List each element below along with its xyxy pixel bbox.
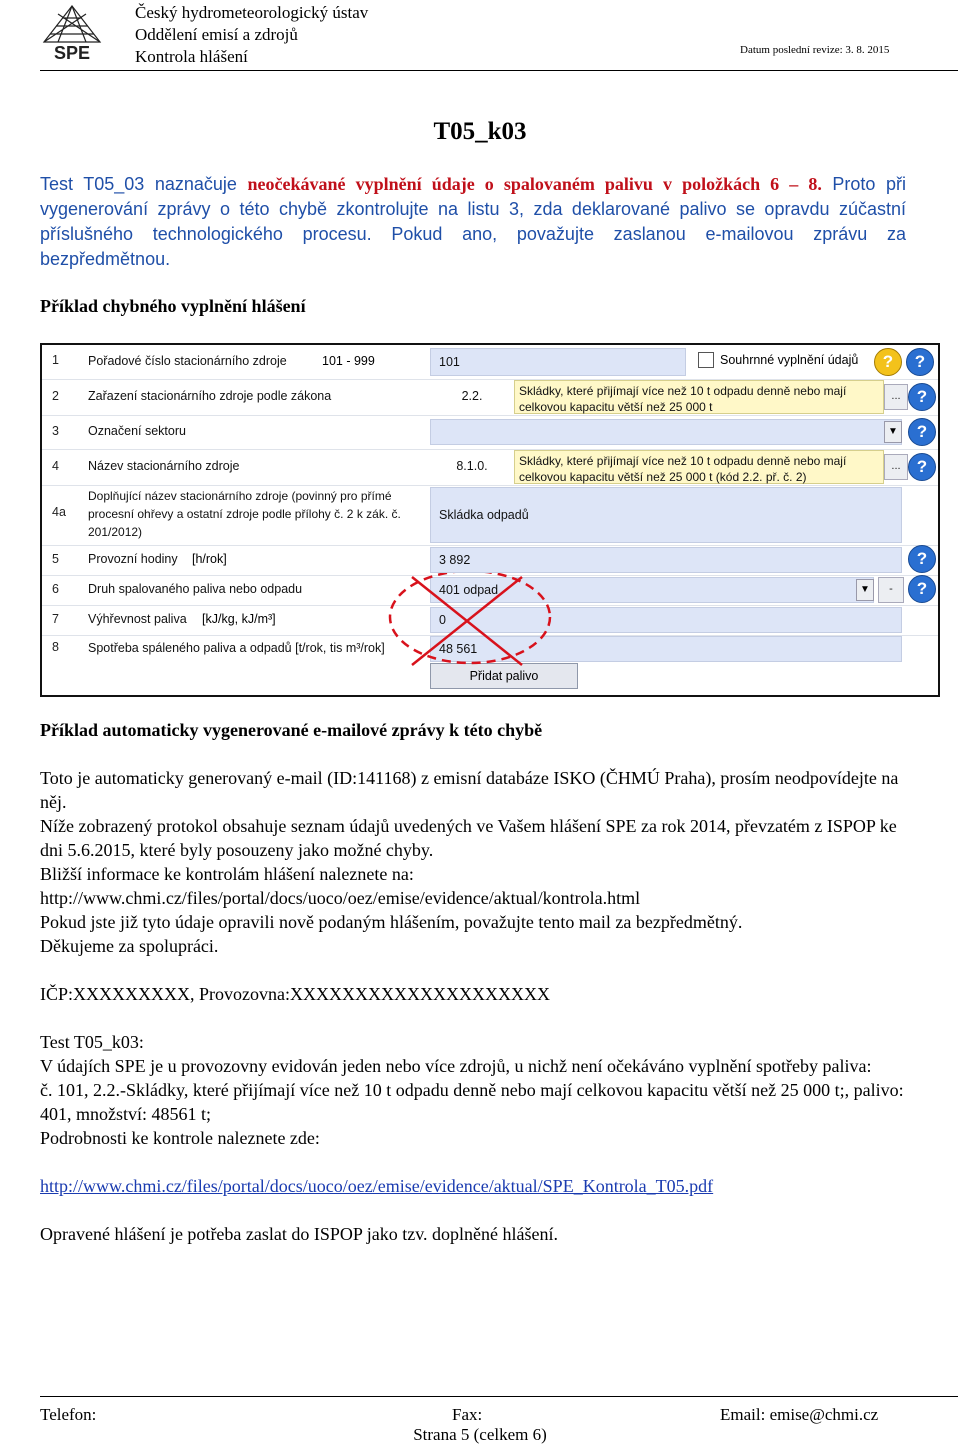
row-label: Zařazení stacionárního zdroje podle zákona xyxy=(88,389,332,403)
form-screenshot xyxy=(40,343,940,697)
intro-text-1: Test T05_03 naznačuje xyxy=(40,174,248,194)
summary-label: Souhrnné vyplnění údajů xyxy=(720,353,859,367)
help-icon[interactable]: ? xyxy=(908,453,936,481)
svg-text:SPE: SPE xyxy=(53,43,91,62)
mail-body xyxy=(40,766,920,1246)
dropdown-icon[interactable]: ▼ xyxy=(856,579,874,601)
page-number: Strana 5 (celkem 6) xyxy=(413,1425,547,1444)
mail-icp: IČP:XXXXXXXXX, Provozovna:XXXXXXXXXXXXXXXXXXXX xyxy=(40,984,550,1004)
field-operating-hours[interactable]: 3 892 xyxy=(430,547,902,573)
row-label: Druh spalovaného paliva nebo odpadu xyxy=(88,582,303,596)
row-number: 6 xyxy=(52,582,59,596)
mail-test-id: Test T05_k03: xyxy=(40,1032,144,1052)
help-icon[interactable]: ? xyxy=(908,418,936,446)
row-number: 3 xyxy=(52,424,59,438)
mail-line: Děkujeme za spolupráci. xyxy=(40,936,219,956)
code-description: Skládky, které přijímají více než 10 t odpadu denně nebo mají celkovou kapacitu větší než 25 000 t (kód 2.2. př. č. 2) xyxy=(514,450,884,484)
intro-text-2: Proto při vygenerování zprávy o této chybě zkontrolujte na listu 3, zda deklarované palivo se opravdu zúčastní příslušného technologického procesu. Pokud ano, považujte zaslanou e-mailovou zprávu za bezpředmětnou. xyxy=(40,174,907,269)
example-heading: Příklad chybného vyplnění hlášení xyxy=(40,296,306,316)
row-label: Název stacionárního zdroje xyxy=(88,459,240,473)
mail-line: Bližší informace ke kontrolám hlášení naleznete na: xyxy=(40,864,414,884)
code-description: Skládky, které přijímají více než 10 t odpadu denně nebo mají celkovou kapacitu větší než 25 000 t xyxy=(514,380,884,414)
field-sector[interactable] xyxy=(430,419,902,445)
intro-paragraph xyxy=(40,172,906,272)
row-label: Pořadové číslo stacionárního zdroje xyxy=(88,354,287,368)
help-icon[interactable]: ? xyxy=(906,348,934,376)
header-dept: Oddělení emisí a zdrojů xyxy=(135,25,298,44)
form-row-3 xyxy=(42,415,938,450)
row-label: Označení sektoru xyxy=(88,424,186,438)
form-row-2 xyxy=(42,379,938,416)
row-number: 5 xyxy=(52,552,59,566)
help-icon[interactable]: ? xyxy=(874,348,902,376)
field-fuel-consumption[interactable]: 48 561 xyxy=(430,636,902,662)
add-fuel-button[interactable]: Přidat palivo xyxy=(430,663,578,689)
footer-rule xyxy=(40,1396,958,1397)
mail-line: Podrobnosti ke kontrole naleznete zde: xyxy=(40,1128,320,1148)
field-station-number[interactable]: 101 xyxy=(430,348,686,376)
form-row-4 xyxy=(42,449,938,486)
row-number: 8 xyxy=(52,640,59,654)
mail-line: Toto je automaticky generovaný e-mail (ID:141168) z emisní databáze ISKO (ČHMÚ Praha), prosím neodpovídejte na něj. xyxy=(40,768,899,812)
row-number: 2 xyxy=(52,389,59,403)
help-icon[interactable]: ? xyxy=(908,383,936,411)
row-number: 4 xyxy=(52,459,59,473)
mail-line: č. 101, 2.2.-Skládky, které přijímají více než 10 t odpadu denně nebo mají celkovou kapacitu větší než 25 000 t;, palivo: 401, množství: 48561 t; xyxy=(40,1080,904,1124)
row-range: 101 - 999 xyxy=(322,354,375,368)
more-button[interactable]: ... xyxy=(884,384,908,410)
form-row-5 xyxy=(42,545,938,576)
page-title: T05_k03 xyxy=(433,118,527,145)
help-icon[interactable]: ? xyxy=(908,545,936,573)
row-number: 7 xyxy=(52,612,59,626)
row-number: 1 xyxy=(52,353,59,367)
header-org: Český hydrometeorologický ústav xyxy=(135,3,369,22)
field-calorific-value[interactable]: 0 xyxy=(430,607,902,633)
mail-line: Pokud jste již tyto údaje opravili nově podaným hlášením, považujte tento mail za bezpředmětný. xyxy=(40,912,743,932)
footer-phone: Telefon: xyxy=(40,1405,97,1424)
row-code: 8.1.0. xyxy=(456,459,488,473)
form-row-4a xyxy=(42,485,938,546)
revision-date: Datum poslední revize: 3. 8. 2015 xyxy=(740,44,890,56)
mail-heading: Příklad automaticky vygenerované e-mailové zprávy k této chybě xyxy=(40,720,543,740)
checkbox-icon xyxy=(698,352,714,368)
row-number: 4a xyxy=(52,505,66,519)
row-label: Doplňující název stacionárního zdroje (povinný pro přímé procesní ohřevy a ostatní zdroje podle přílohy č. 2 k zák. č. 201/2012) xyxy=(88,489,401,539)
summary-checkbox[interactable] xyxy=(698,347,868,373)
more-button[interactable]: ... xyxy=(884,454,908,480)
row-label: Provozní hodiny xyxy=(88,552,178,566)
spe-logo xyxy=(40,2,104,62)
footer-email: Email: emise@chmi.cz xyxy=(720,1405,879,1424)
mail-control-link[interactable]: http://www.chmi.cz/files/portal/docs/uoco/oez/emise/evidence/aktual/SPE_Kontrola_T05.pdf xyxy=(40,1176,714,1196)
mail-info-url: http://www.chmi.cz/files/portal/docs/uoco/oez/emise/evidence/aktual/kontrola.html xyxy=(40,888,641,908)
help-icon[interactable]: ? xyxy=(908,575,936,603)
mail-final-note: Opravené hlášení je potřeba zaslat do ISPOP jako tzv. doplněné hlášení. xyxy=(40,1224,559,1244)
field-fuel-type[interactable]: 401 odpad xyxy=(430,577,874,603)
intro-emphasis: neočekávané vyplnění údaje o spalovaném palivu v položkách 6 – 8. xyxy=(247,174,822,194)
field-additional-name[interactable]: Skládka odpadů xyxy=(430,487,902,543)
header-rule xyxy=(40,70,958,71)
row-unit: [kJ/kg, kJ/m³] xyxy=(202,612,276,626)
dropdown-icon[interactable]: ▼ xyxy=(884,421,902,443)
remove-fuel-button[interactable]: - xyxy=(878,577,904,603)
row-unit: [h/rok] xyxy=(192,552,227,566)
row-label: Výhřevnost paliva xyxy=(88,612,187,626)
row-label: Spotřeba spáleného paliva a odpadů [t/rok, tis m³/rok] xyxy=(88,641,385,655)
header-section: Kontrola hlášení xyxy=(135,47,248,66)
footer-fax: Fax: xyxy=(452,1405,483,1424)
mail-line: Níže zobrazený protokol obsahuje seznam údajů uvedených ve Vašem hlášení SPE za rok 2014, převzatém z ISPOP ke dni 5.6.2015, které byly posouzeny jako možné chyby. xyxy=(40,816,897,860)
form-row-1 xyxy=(42,345,938,380)
mail-line: V údajích SPE je u provozovny evidován jeden nebo více zdrojů, u nichž není očekáváno vyplnění spotřeby paliva: xyxy=(40,1056,872,1076)
row-code: 2.2. xyxy=(461,389,483,403)
error-mark-icon xyxy=(382,573,562,673)
